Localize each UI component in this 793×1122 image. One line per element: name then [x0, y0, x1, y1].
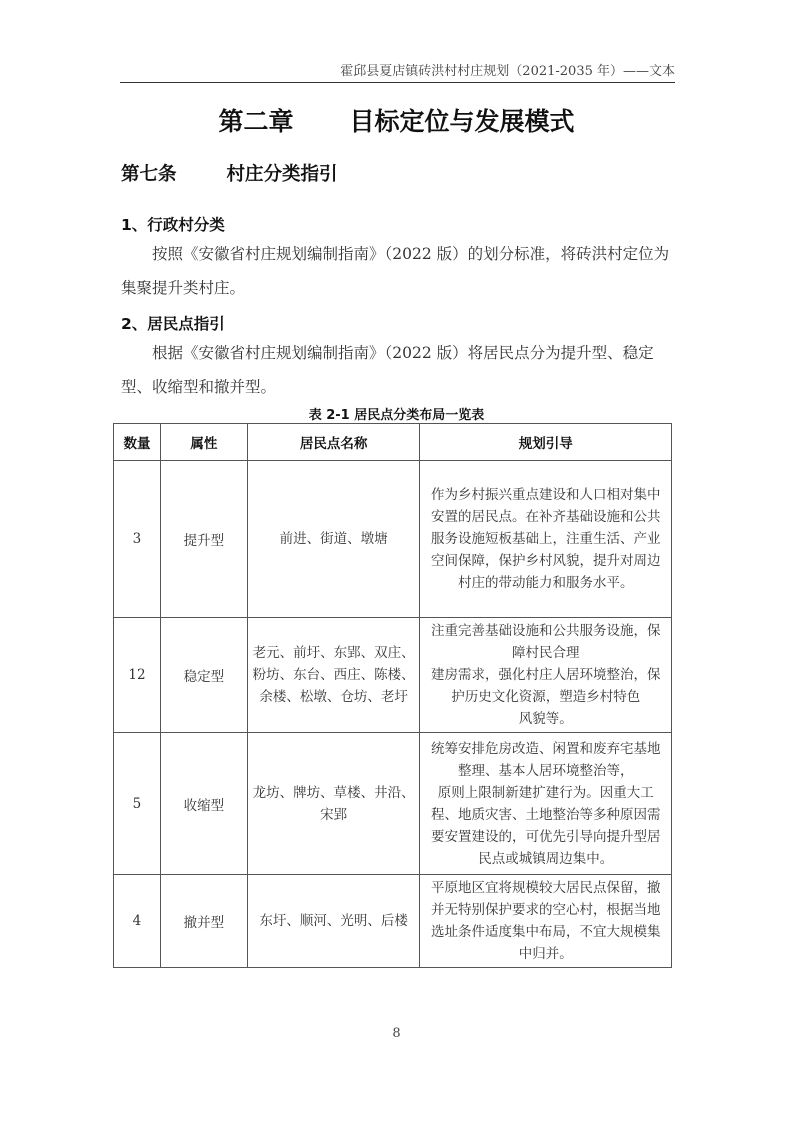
page-number: 8 [392, 1026, 401, 1041]
type-cell: 收缩型 [160, 733, 247, 875]
chapter-title: 目标定位与发展模式 [349, 107, 575, 136]
count-cell: 12 [114, 618, 161, 733]
column-header: 居民点名称 [247, 424, 420, 461]
type-cell: 撤并型 [160, 875, 247, 968]
section-paragraph: 按照《安徽省村庄规划编制指南》（2022 版）的划分标准，将砖洪村定位为集聚提升类村庄。 [121, 245, 670, 297]
guide-cell: 统筹安排危房改造、闲置和废弃宅基地整理、基本人居环境整治等， 原则上限制新建扩建行为。因重大工程、地质灾害、土地整治等多种原因需要安置建设的，可优先引导向提升型居民点或城镇周边集中。 [420, 733, 672, 875]
column-header: 规划引导 [420, 424, 672, 461]
names-cell: 龙坊、牌坊、草楼、井沿、宋郢 [247, 733, 420, 875]
table-header-row [114, 424, 672, 461]
table-row [114, 618, 672, 733]
names-cell: 前进、街道、墩塘 [247, 461, 420, 618]
names-cell: 老元、前圩、东郢、双庄、粉坊、东台、西庄、陈楼、余楼、松墩、仓坊、老圩 [247, 618, 420, 733]
table-row [114, 875, 672, 968]
chapter-heading [0, 102, 793, 138]
count-cell: 5 [114, 733, 161, 875]
settlement-classification-table [113, 423, 672, 968]
table-row [114, 733, 672, 875]
type-cell: 稳定型 [160, 618, 247, 733]
count-cell: 4 [114, 875, 161, 968]
section-heading: 1、行政村分类 [121, 216, 225, 234]
running-header: 霍邱县夏店镇砖洪村村庄规划（2021-2035 年）——文本 [120, 64, 675, 83]
article-title: 村庄分类指引 [226, 164, 338, 185]
chapter-number: 第二章 [218, 107, 294, 136]
section-paragraph: 根据《安徽省村庄规划编制指南》（2022 版）将居民点分为提升型、稳定型、收缩型和撤并型。 [121, 344, 654, 396]
column-header: 数量 [114, 424, 161, 461]
names-cell: 东圩、顺河、光明、后楼 [247, 875, 420, 968]
guide-cell: 平原地区宜将规模较大居民点保留，撤并无特别保护要求的空心村，根据当地选址条件适度集中布局，不宜大规模集中归并。 [420, 875, 672, 968]
guide-cell: 注重完善基础设施和公共服务设施，保障村民合理 建房需求，强化村庄人居环境整治，保护历史文化资源，塑造乡村特色 风貌等。 [420, 618, 672, 733]
table-row [114, 461, 672, 618]
section-heading: 2、居民点指引 [121, 315, 225, 333]
column-header: 属性 [160, 424, 247, 461]
type-cell: 提升型 [160, 461, 247, 618]
count-cell: 3 [114, 461, 161, 618]
article-heading [121, 160, 338, 186]
article-number: 第七条 [121, 164, 177, 185]
table-caption: 表 2-1 居民点分类布局一览表 [308, 408, 485, 423]
guide-cell: 作为乡村振兴重点建设和人口相对集中安置的居民点。在补齐基础设施和公共服务设施短板基础上，注重生活、产业空间保障，保护乡村风貌，提升对周边村庄的带动能力和服务水平。 [420, 461, 672, 618]
